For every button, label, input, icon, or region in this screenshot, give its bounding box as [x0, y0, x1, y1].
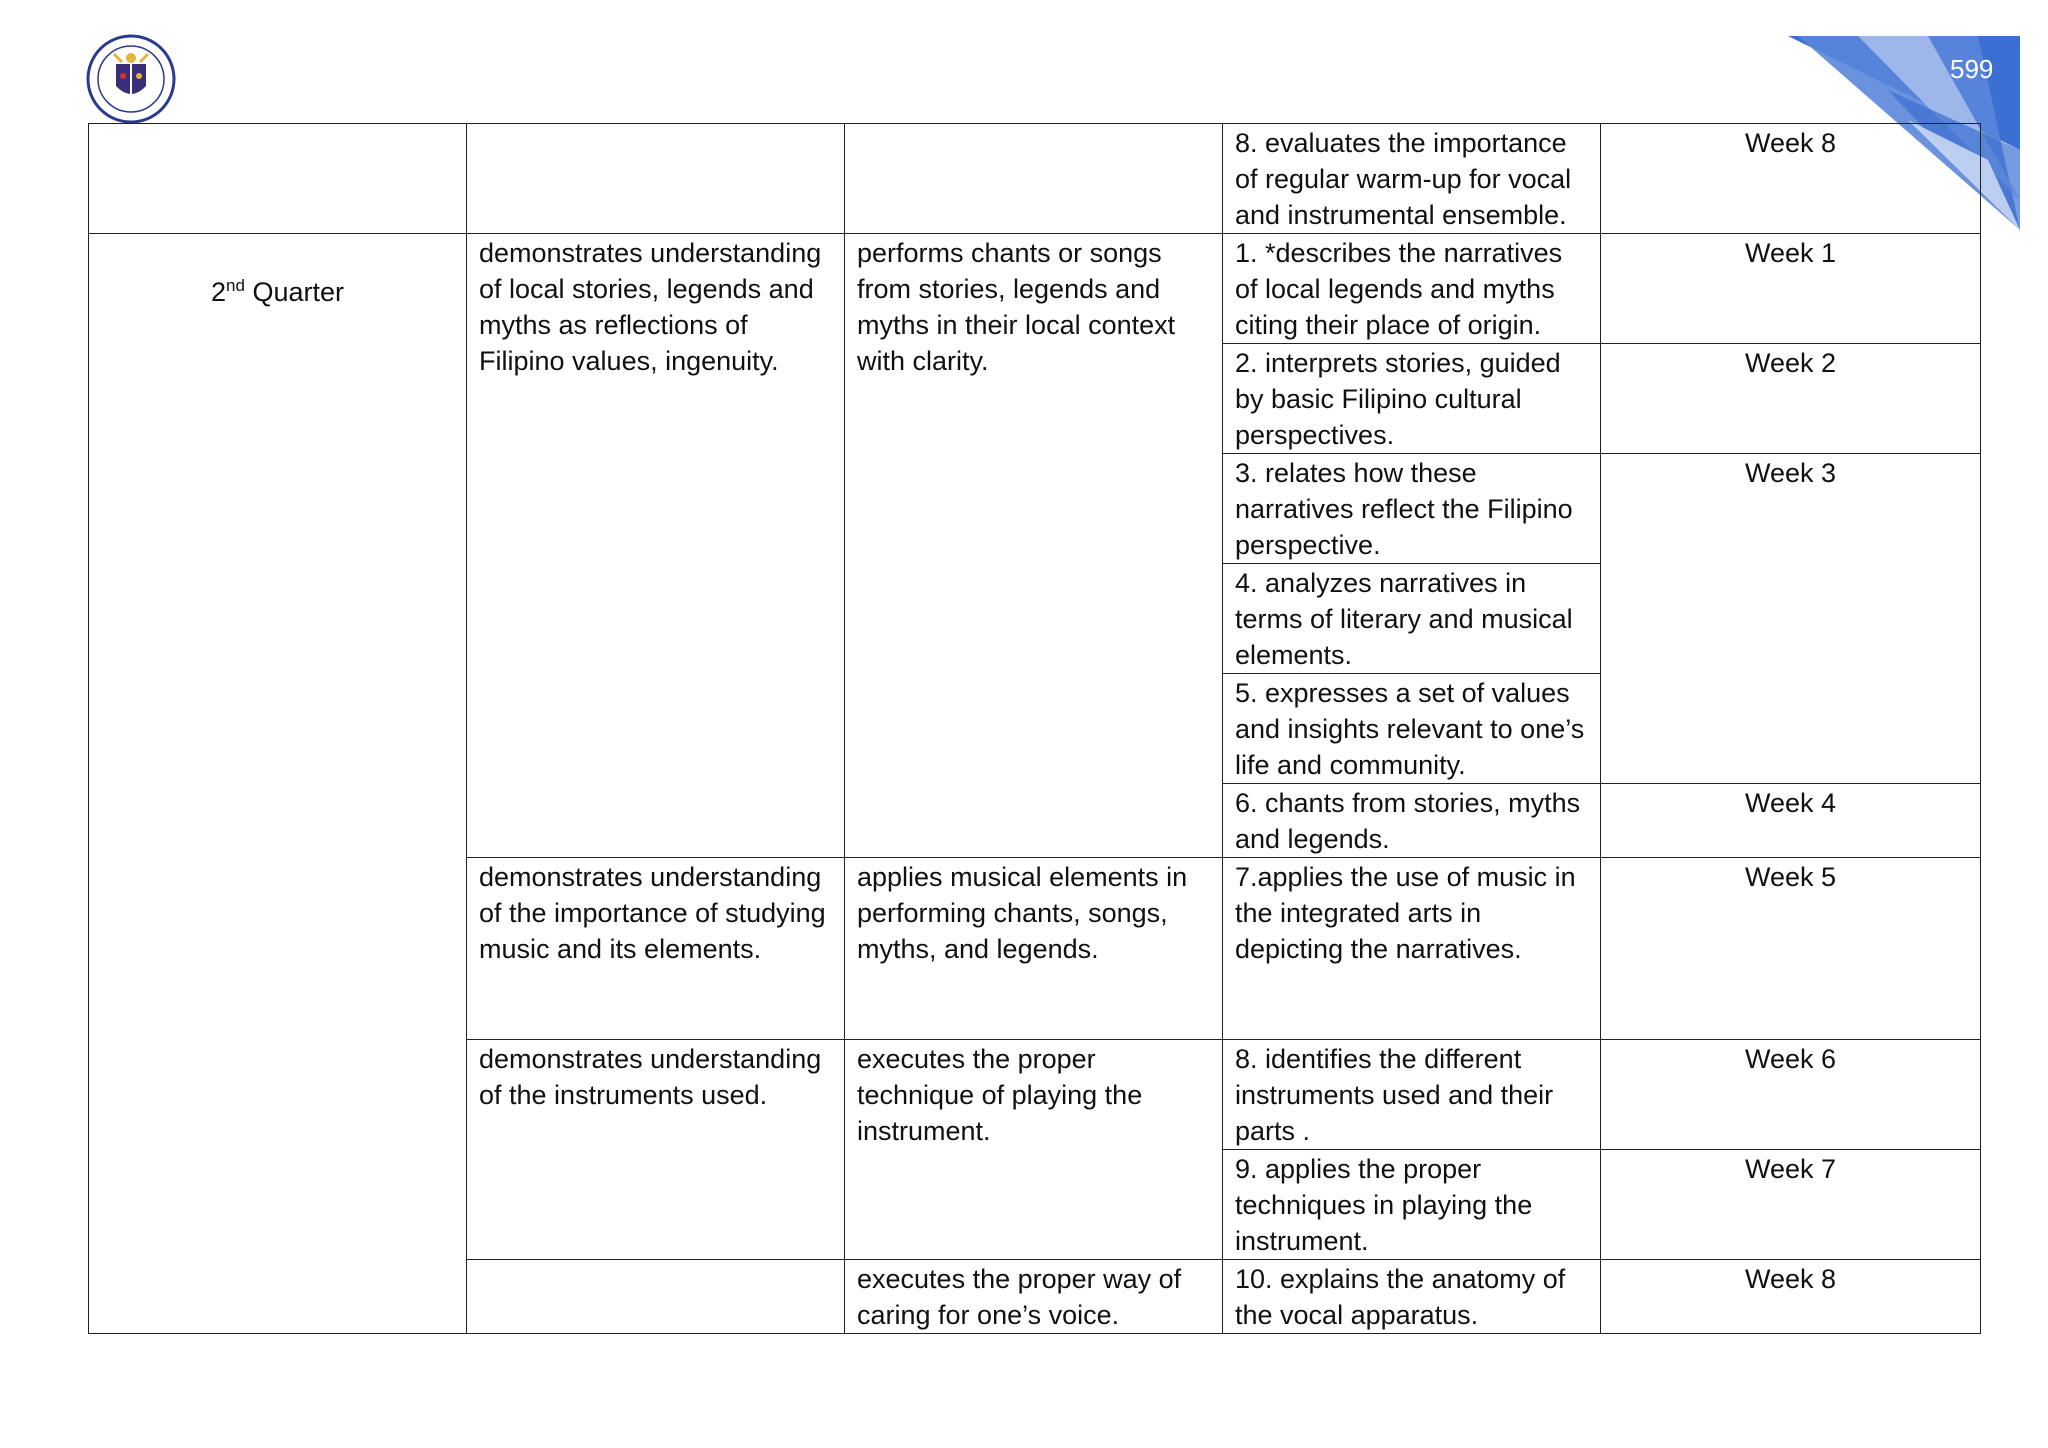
- competency-cell: 9. applies the proper techniques in playing the instrument.: [1223, 1150, 1601, 1260]
- week-cell: Week 4: [1601, 784, 1981, 858]
- competency-cell: 4. analyzes narratives in terms of literary and musical elements.: [1223, 564, 1601, 674]
- quarter-label: Quarter: [244, 277, 344, 307]
- performance-standard-cell: executes the proper technique of playing the instrument.: [845, 1040, 1223, 1260]
- table-row: [89, 234, 1981, 344]
- quarter-cell: [89, 234, 467, 1334]
- week-cell: Week 8: [1601, 124, 1981, 234]
- performance-standard-cell: executes the proper way of caring for one’s voice.: [845, 1260, 1223, 1334]
- performance-standard-cell: performs chants or songs from stories, legends and myths in their local context with clarity.: [845, 234, 1223, 858]
- content-standard-cell: demonstrates understanding of the importance of studying music and its elements.: [467, 858, 845, 1040]
- content-standard-cell: demonstrates understanding of the instruments used.: [467, 1040, 845, 1260]
- content-standard-cell: [467, 1260, 845, 1334]
- competency-cell: 5. expresses a set of values and insights relevant to one’s life and community.: [1223, 674, 1601, 784]
- performance-cell-empty: [845, 124, 1223, 234]
- competency-cell: 1. *describes the narratives of local legends and myths citing their place of origin.: [1223, 234, 1601, 344]
- week-cell: Week 1: [1601, 234, 1981, 344]
- page-number: 599: [1950, 54, 1994, 84]
- week-cell: Week 2: [1601, 344, 1981, 454]
- week-cell: Week 8: [1601, 1260, 1981, 1334]
- content-cell-empty: [467, 124, 845, 234]
- competency-cell: 8. identifies the different instruments used and their parts .: [1223, 1040, 1601, 1150]
- table-row: [89, 124, 1981, 234]
- week-cell: Week 6: [1601, 1040, 1981, 1150]
- curriculum-table: [88, 123, 1981, 1334]
- quarter-cell-empty: [89, 124, 467, 234]
- competency-cell: 7.applies the use of music in the integrated arts in depicting the narratives.: [1223, 858, 1601, 1040]
- week-cell: Week 5: [1601, 858, 1981, 1040]
- week-cell: Week 7: [1601, 1150, 1981, 1260]
- competency-cell: 3. relates how these narratives reflect the Filipino perspective.: [1223, 454, 1601, 564]
- performance-standard-cell: applies musical elements in performing chants, songs, myths, and legends.: [845, 858, 1223, 1040]
- competency-cell: 10. explains the anatomy of the vocal apparatus.: [1223, 1260, 1601, 1334]
- competency-cell: 6. chants from stories, myths and legends.: [1223, 784, 1601, 858]
- competency-cell: 8. evaluates the importance of regular warm-up for vocal and instrumental ensemble.: [1223, 124, 1601, 234]
- content-standard-cell: demonstrates understanding of local stories, legends and myths as reflections of Filipino values, ingenuity.: [467, 234, 845, 858]
- competency-cell: 2. interprets stories, guided by basic Filipino cultural perspectives.: [1223, 344, 1601, 454]
- quarter-suffix: nd: [226, 276, 245, 295]
- quarter-number: 2: [211, 277, 227, 307]
- week-cell: Week 3: [1601, 454, 1981, 784]
- deped-seal-logo: [86, 34, 176, 124]
